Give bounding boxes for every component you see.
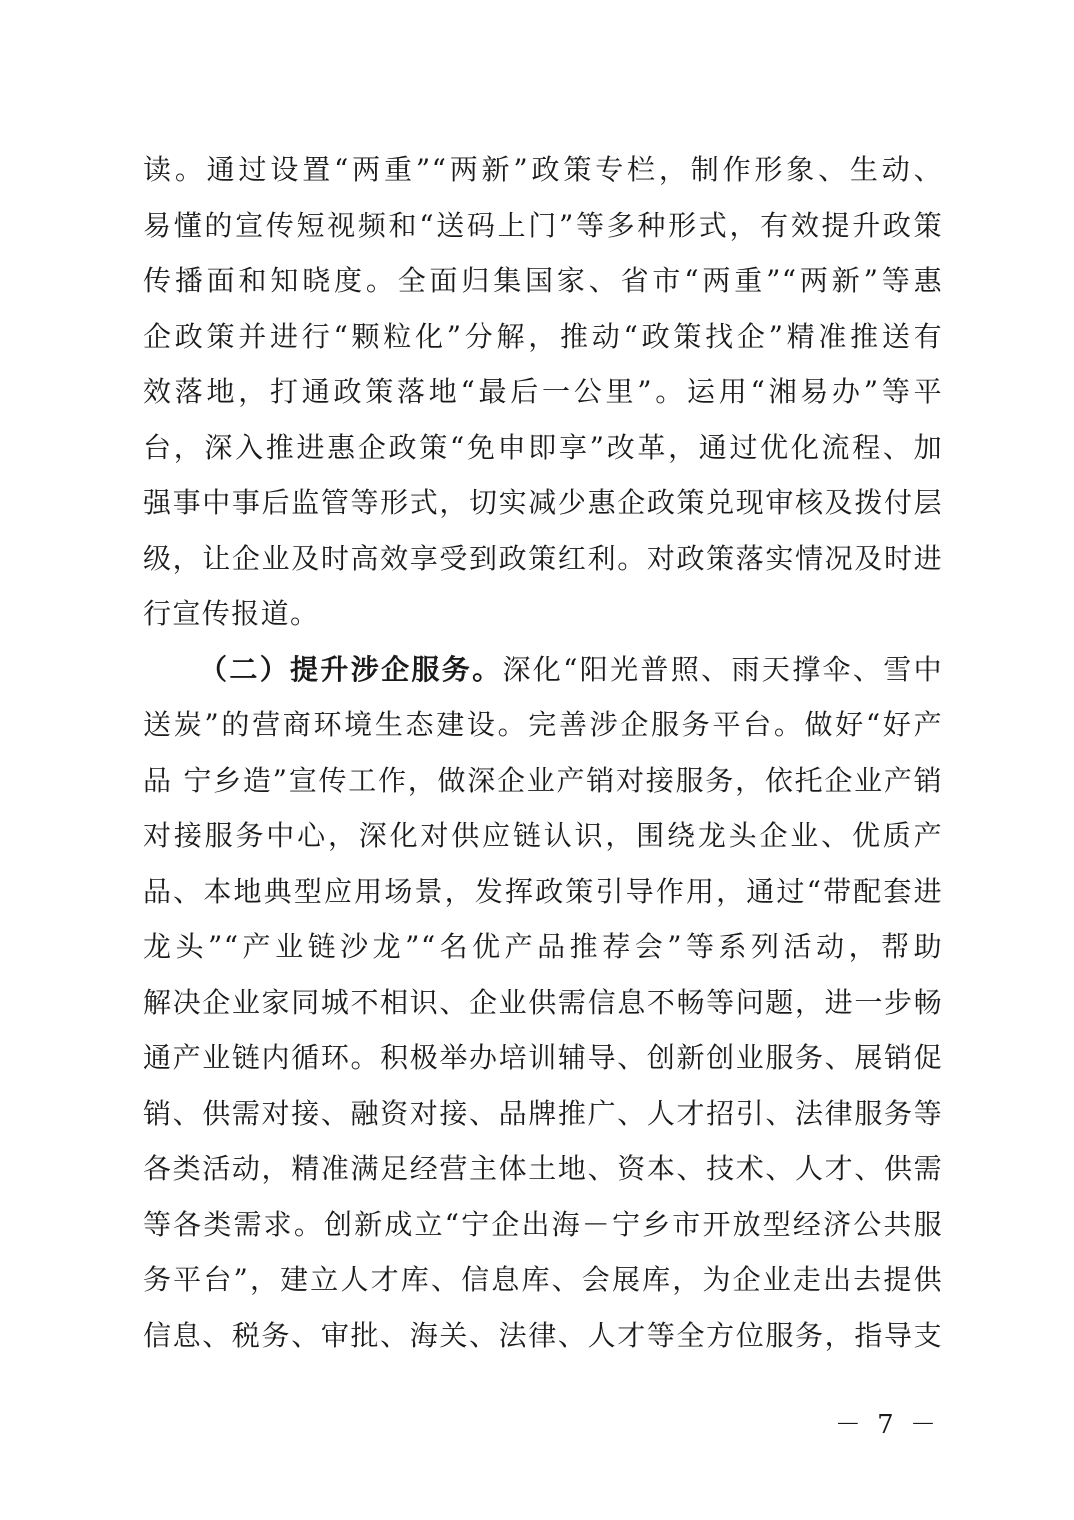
paragraph-line: 龙头”“产业链沙龙”“名优产品推荐会”等系列活动，帮助: [143, 930, 943, 963]
paragraph-line: 传播面和知晓度。全面归集国家、省市“两重”“两新”等惠: [143, 264, 943, 297]
paragraph-line: 强事中事后监管等形式，切实减少惠企政策兑现审核及拨付层: [143, 486, 943, 519]
section-heading: （二）提升涉企服务。: [199, 652, 503, 686]
paragraph-line: 销、供需对接、融资对接、品牌推广、人才招引、法律服务等: [143, 1096, 943, 1130]
paragraph-line: 读。通过设置“两重”“两新”政策专栏，制作形象、生动、: [143, 153, 943, 186]
paragraph-line: 务平台”，建立人才库、信息库、会展库，为企业走出去提供: [143, 1263, 943, 1296]
body-text: [143, 142, 943, 1363]
paragraph-line: 等各类需求。创新成立“宁企出海－宁乡市开放型经济公共服: [143, 1207, 943, 1241]
section-heading-line: [143, 642, 943, 698]
paragraph-line: 易懂的宣传短视频和“送码上门”等多种形式，有效提升政策: [143, 208, 943, 242]
paragraph-line: 台，深入推进惠企政策“免申即享”改革，通过优化流程、加: [143, 430, 943, 464]
paragraph-line: 信息、税务、审批、海关、法律、人才等全方位服务，指导支: [143, 1318, 943, 1352]
paragraph-line: 品 宁乡造”宣传工作，做深企业产销对接服务，依托企业产销: [143, 763, 943, 797]
paragraph-line: 级，让企业及时高效享受到政策红利。对政策落实情况及时进: [143, 541, 943, 575]
page-number: － 7 －: [834, 1410, 940, 1440]
paragraph-line: 各类活动，精准满足经营主体土地、资本、技术、人才、供需: [143, 1152, 943, 1185]
paragraph-line: 企政策并进行“颗粒化”分解，推动“政策找企”精准推送有: [143, 319, 943, 353]
paragraph-line: 对接服务中心，深化对供应链认识，围绕龙头企业、优质产: [143, 819, 943, 852]
paragraph-line: 行宣传报道。: [143, 597, 320, 630]
paragraph-line-text: 深化“阳光普照、雨天撑伞、雪中: [502, 652, 943, 686]
paragraph-line: 送炭”的营商环境生态建设。完善涉企服务平台。做好“好产: [143, 708, 943, 741]
paragraph-line: 品、本地典型应用场景，发挥政策引导作用，通过“带配套进: [143, 874, 943, 908]
paragraph-line: 效落地，打通政策落地“最后一公里”。运用“湘易办”等平: [143, 375, 943, 408]
paragraph-line: 解决企业家同城不相识、企业供需信息不畅等问题，进一步畅: [143, 985, 943, 1019]
paragraph-line: 通产业链内循环。积极举办培训辅导、创新创业服务、展销促: [143, 1041, 943, 1074]
